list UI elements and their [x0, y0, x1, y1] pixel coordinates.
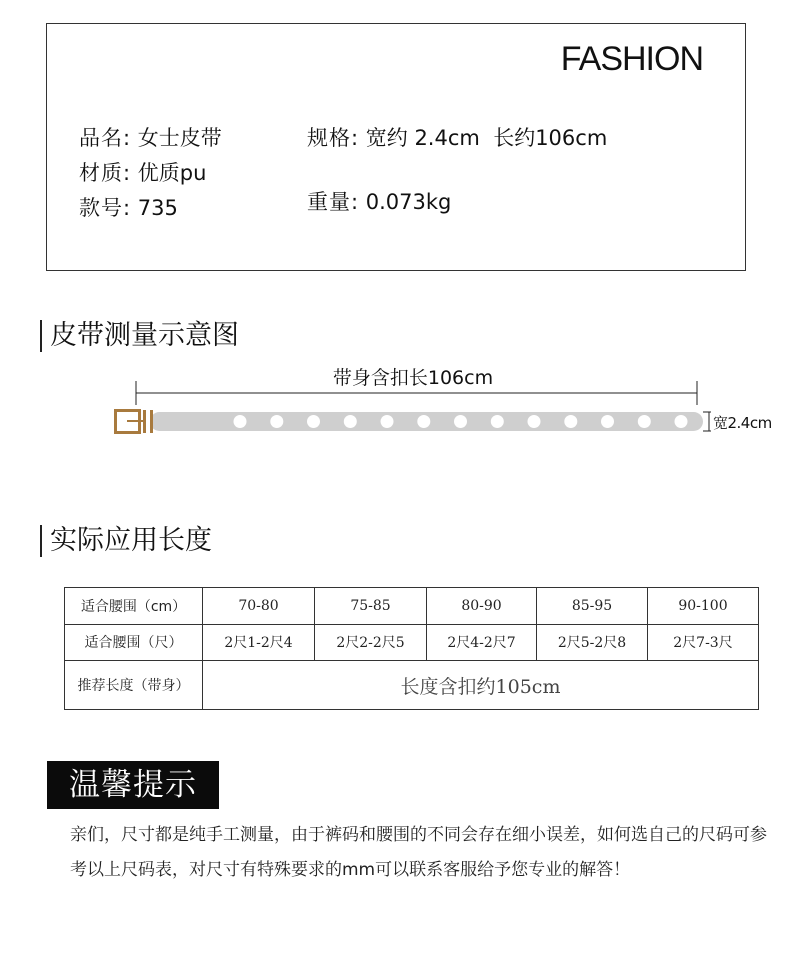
- belt-hole: [601, 415, 614, 428]
- diagram-heading: 皮带测量示意图: [40, 320, 239, 352]
- table-row: [65, 588, 759, 625]
- table-row: [65, 661, 759, 710]
- width-label: 宽2.4cm: [713, 414, 772, 432]
- material-row: [79, 157, 206, 187]
- table-cell: 75-85: [315, 588, 427, 625]
- length-label: 带身含扣长106cm: [332, 367, 494, 389]
- model-value: 735: [137, 196, 178, 220]
- belt-hole: [638, 415, 651, 428]
- belt-hole: [234, 415, 247, 428]
- weight-row: [307, 186, 451, 216]
- belt-hole: [675, 415, 688, 428]
- row-label-waist-chi: 适合腰围（尺）: [65, 624, 203, 661]
- belt-hole: [344, 415, 357, 428]
- product-name-label: 品名:: [79, 126, 132, 150]
- buckle-loop-2: [150, 410, 153, 433]
- table-cell: 2尺4-2尺7: [427, 624, 537, 661]
- table-cell: 2尺1-2尺4: [203, 624, 315, 661]
- material-label: 材质:: [79, 161, 132, 185]
- belt-hole: [491, 415, 504, 428]
- belt-hole: [381, 415, 394, 428]
- weight-value: 0.073kg: [365, 190, 452, 214]
- tips-text: 亲们，尺寸都是纯手工测量，由于裤码和腰围的不同会存在细小误差，如何选自己的尺码可参考以上尺码表，对尺寸有特殊要求的mm可以联系客服给予您专业的解答！: [70, 825, 767, 880]
- table-row: [65, 624, 759, 661]
- row-label-waist-cm: 适合腰围（cm）: [65, 588, 203, 625]
- usage-heading: 实际应用长度: [40, 525, 212, 557]
- buckle-loop-1: [143, 410, 146, 433]
- tips-title: 温馨提示: [47, 761, 219, 809]
- table-cell: 2尺7-3尺: [648, 624, 759, 661]
- product-name-row: [79, 122, 222, 152]
- spec-value: 宽约 2.4cm 长约106cm: [365, 126, 608, 150]
- spec-label: 规格:: [307, 126, 360, 150]
- brand-title: FASHION: [560, 40, 703, 78]
- model-row: [79, 192, 178, 222]
- product-info-box: [46, 23, 746, 271]
- table-cell: 2尺2-2尺5: [315, 624, 427, 661]
- table-cell: 80-90: [427, 588, 537, 625]
- table-cell: 2尺5-2尺8: [537, 624, 648, 661]
- model-label: 款号:: [79, 196, 132, 220]
- belt-hole: [417, 415, 430, 428]
- table-cell: 70-80: [203, 588, 315, 625]
- product-name-value: 女士皮带: [137, 126, 222, 150]
- row-label-recommend: 推荐长度（带身）: [65, 661, 203, 710]
- belt-hole: [564, 415, 577, 428]
- recommend-length-value: 长度含扣约105cm: [203, 661, 759, 710]
- table-cell: 85-95: [537, 588, 648, 625]
- belt-hole: [528, 415, 541, 428]
- belt-hole: [270, 415, 283, 428]
- table-cell: 90-100: [648, 588, 759, 625]
- belt-hole: [307, 415, 320, 428]
- belt-diagram: [0, 360, 800, 450]
- belt-hole: [454, 415, 467, 428]
- spec-row: [307, 122, 607, 152]
- weight-label: 重量:: [307, 190, 360, 214]
- size-table: [64, 587, 759, 710]
- material-value: 优质pu: [137, 161, 207, 185]
